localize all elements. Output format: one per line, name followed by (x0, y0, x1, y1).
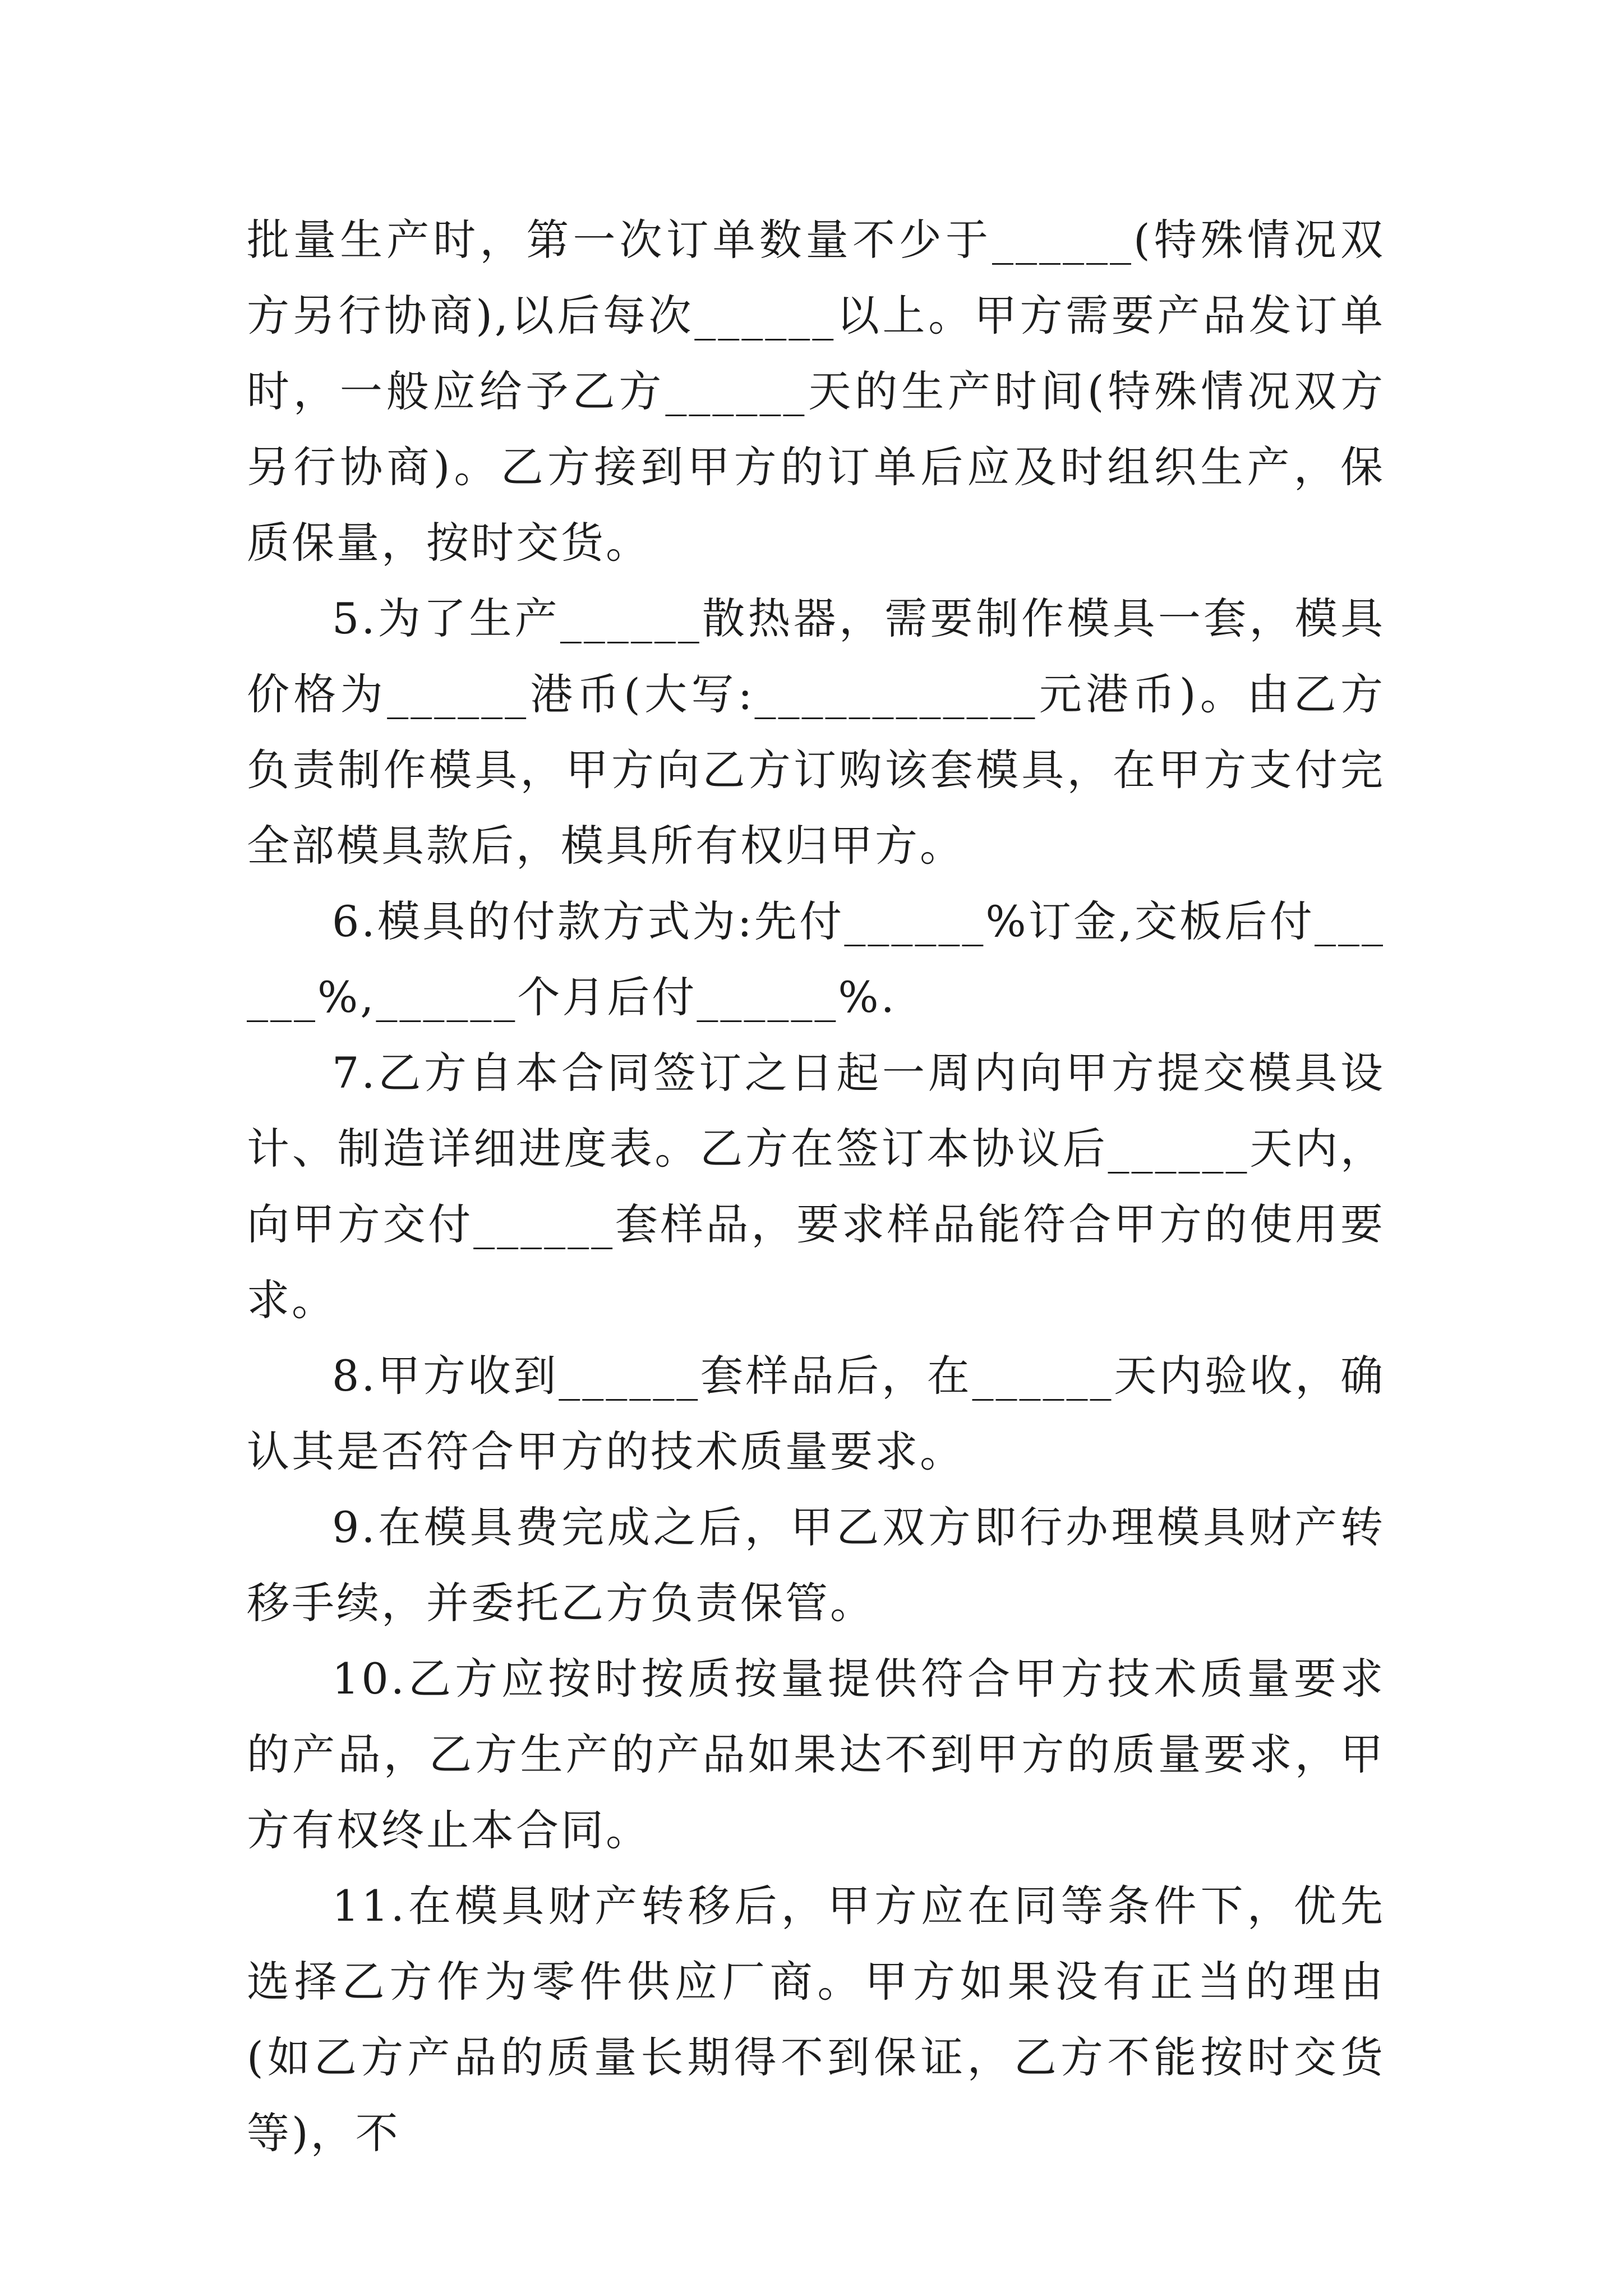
paragraph-clause-10: 10.乙方应按时按质按量提供符合甲方技术质量要求的产品，乙方生产的产品如果达不到甲方的质量要求，甲方有权终止本合同。 (247, 1654, 1385, 1855)
paragraph-clause-7: 7.乙方自本合同签订之日起一周内向甲方提交模具设计、制造详细进度表。乙方在签订本协议后______天内，向甲方交付______套样品，要求样品能符合甲方的使用要求。 (247, 1048, 1385, 1325)
paragraph-clause-11: 11.在模具财产转移后，甲方应在同等条件下，优先选择乙方作为零件供应厂商。甲方如果没有正当的理由(如乙方产品的质量长期得不到保证，乙方不能按时交货等)，不 (247, 1881, 1385, 2158)
paragraph-clause-9: 9.在模具费完成之后，甲乙双方即行办理模具财产转移手续，并委托乙方负责保管。 (247, 1502, 1385, 1628)
paragraph-clause-8: 8.甲方收到______套样品后，在______天内验收，确认其是否符合甲方的技术质量要求。 (247, 1351, 1385, 1476)
paragraph-clause-6: 6.模具的付款方式为:先付______%订金,交板后付______%,______个月后付______%. (247, 896, 1385, 1022)
paragraph-clause-5: 5.为了生产______散热器，需要制作模具一套，模具价格为______港币(大写:____________元港币)。由乙方负责制作模具，甲方向乙方订购该套模具，在甲方支付完全部模具款后，模具所有权归甲方。 (247, 593, 1385, 871)
contract-body (247, 202, 1385, 2171)
paragraph-batch-production: 批量生产时，第一次订单数量不少于______(特殊情况双方另行协商),以后每次______以上。甲方需要产品发订单时，一般应给予乙方______天的生产时间(特殊情况双方另行协商)。乙方接到甲方的订单后应及时组织生产，保质保量，按时交货。 (247, 215, 1385, 568)
